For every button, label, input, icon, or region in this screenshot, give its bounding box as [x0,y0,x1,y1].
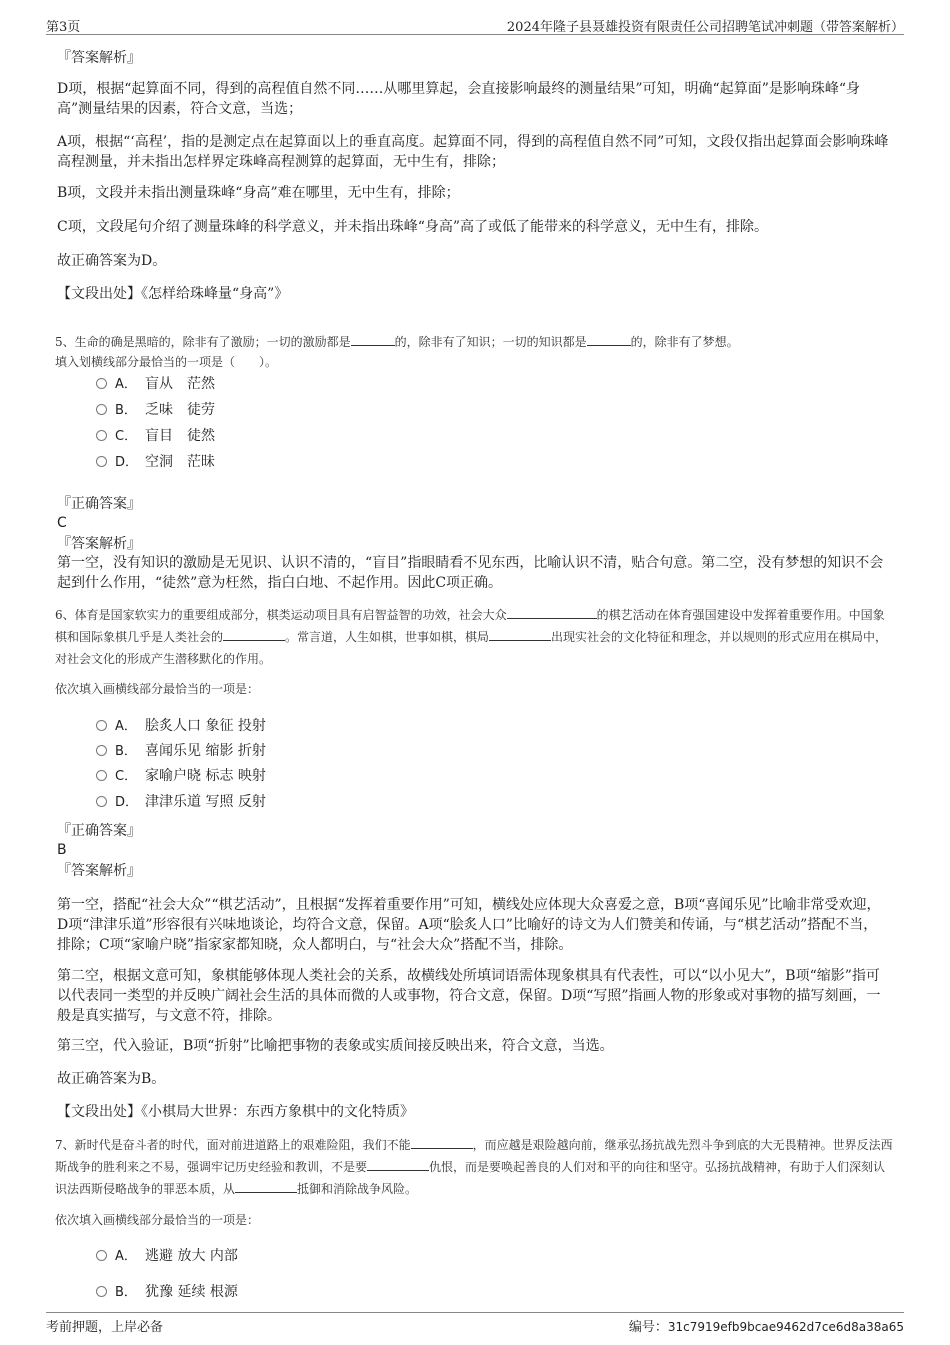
q5-answer: C [57,515,67,531]
q6-analysis-3: 第三空，代入验证，B项“折射”比喻把事物的表象或实质间接反映出来，符合文意，当选。 [57,1038,614,1054]
q7-option-a[interactable]: A． 逃避 放大 内部 [96,1246,238,1266]
radio-icon[interactable] [96,378,107,389]
q7-blank-2 [367,1158,429,1171]
q6-answer: B [57,842,67,858]
radio-icon[interactable] [96,720,107,731]
q6-blank-1 [507,606,597,619]
page-footer [46,1312,904,1337]
page-header [46,14,904,35]
q7-option-b[interactable]: B． 犹豫 延续 根源 [96,1282,238,1302]
q6-blank-3 [489,628,551,641]
q4-conclusion: 故正确答案为D。 [57,253,167,269]
q6-option-d[interactable]: D． 津津乐道 写照 反射 [96,792,266,812]
q6-stem: 6、体育是国家软实力的重要组成部分，棋类运动项目具有启智益智的功效，社会大众 的棋艺活动在体育强国建设中发挥着重要作用。中国象棋和国际象棋几乎是人类社会的 。常言道，人生如棋，世事如棋，棋局 出现实社会的文化特征和理念，并以规则的形式应用在棋局中，对社会文化的形成产生潜移默化的作用。 [55,608,888,666]
q6-option-b[interactable]: B． 喜闻乐见 缩影 折射 [96,741,266,761]
q6-conclusion: 故正确答案为B。 [57,1071,166,1087]
q5-prompt: 填入划横线部分最恰当的一项是（ ）。 [55,355,278,369]
radio-icon[interactable] [96,770,107,781]
q4-analysis-a: A项，根据“‘高程’，指的是测定点在起算面以上的垂直高度。起算面不同，得到的高程值自然不同”可知，文段仅指出起算面会影响珠峰高程测量，并未指出怎样界定珠峰高程测算的起算面，无中生有，排除； [57,134,889,170]
q5-option-b[interactable]: B． 乏味 徒劳 [96,400,215,420]
q6-answer-label: 『正确答案』 [57,823,141,839]
q5-analysis: 第一空，没有知识的激励是无见识、认识不清的，“盲目”指眼睛看不见东西，比喻认识不清，贴合句意。第二空，没有梦想的知识不会起到什么作用，“徒然”意为枉然，指白白地、不起作用。因此C项正确。 [57,555,884,591]
document-title: 2024年隆子县聂雄投资有限责任公司招聘笔试冲刺题（带答案解析） [506,20,904,35]
q5-option-d[interactable]: D． 空洞 茫昧 [96,452,215,472]
q6-option-a[interactable]: A． 脍炙人口 象征 投射 [96,716,266,736]
q4-analysis-b: B项，文段并未指出测量珠峰“身高”难在哪里，无中生有，排除； [57,185,460,201]
radio-icon[interactable] [96,1250,107,1261]
q5-blank-2 [587,333,631,346]
q5-blank-1 [351,333,395,346]
q4-analysis-label: 『答案解析』 [57,50,141,66]
document-code: 编号：31c7919efb9bcae9462d7ce6d8a38a65 [628,1320,904,1335]
page-number: 第3页 [46,20,81,35]
footer-slogan: 考前押题，上岸必备 [46,1320,164,1335]
q6-analysis-1: 第一空，搭配“社会大众”“棋艺活动”，且根据“发挥着重要作用”可知，横线处应体现大众喜爱之意，B项“喜闻乐见”比喻非常受欢迎，D项“津津乐道”形容很有兴味地谈论，均符合文意，保留。A项“脍炙人口”比喻好的诗文为人们赞美和传诵，与“棋艺活动”搭配不当，排除；C项“家喻户晓”指家家都知晓，众人都明白，与“社会大众”搭配不当，排除。 [57,897,881,953]
q4-source: 【文段出处】《怎样给珠峰量“身高”》 [57,286,289,302]
q6-source: 【文段出处】《小棋局大世界：东西方象棋中的文化特质》 [57,1104,414,1120]
radio-icon[interactable] [96,430,107,441]
q5-stem: 5、生命的确是黑暗的，除非有了激励；一切的激励都是 的，除非有了知识；一切的知识都是 的，除非有了梦想。 [55,335,739,349]
q4-analysis-d: D项，根据“起算面不同，得到的高程值自然不同……从哪里算起，会直接影响最终的测量结果”可知，明确“起算面”是影响珠峰“身高”测量结果的因素，符合文意，当选； [57,81,861,117]
radio-icon[interactable] [96,1286,107,1297]
q5-option-c[interactable]: C． 盲目 徒然 [96,426,215,446]
q5-analysis-label: 『答案解析』 [57,536,141,552]
q7-blank-3 [235,1180,297,1193]
radio-icon[interactable] [96,796,107,807]
radio-icon[interactable] [96,456,107,467]
q6-blank-2 [223,628,285,641]
radio-icon[interactable] [96,745,107,756]
q6-analysis-2: 第二空，根据文意可知，象棋能够体现人类社会的关系，故横线处所填词语需体现象棋具有代表性，可以“以小见大”，B项“缩影”指可以代表同一类型的并反映广阔社会生活的具体而微的人或事物，符合文意，保留。D项“写照”指画人物的形象或对事物的描写刻画，一般是真实描写，与文意不符，排除。 [57,968,881,1024]
q5-answer-label: 『正确答案』 [57,496,141,512]
q5-option-a[interactable]: A． 盲从 茫然 [96,374,215,394]
q6-analysis-label: 『答案解析』 [57,863,141,879]
q7-prompt: 依次填入画横线部分最恰当的一项是： [55,1213,260,1227]
q7-blank-1 [411,1136,473,1149]
radio-icon[interactable] [96,404,107,415]
q6-option-c[interactable]: C． 家喻户晓 标志 映射 [96,766,266,786]
q6-prompt: 依次填入画横线部分最恰当的一项是： [55,682,260,696]
q7-stem: 7、新时代是奋斗者的时代，面对前进道路上的艰难险阻，我们不能 ，而应越是艰险越向前，继承弘扬抗战先烈斗争到底的大无畏精神。世界反法西斯战争的胜利来之不易，强调牢记历史经验和教训，不是要 仇恨，而是要唤起善良的人们对和平的向往和坚守。弘扬抗战精神，有助于人们深刻认识法西斯侵略战争的罪恶本质，从 抵御和消除战争风险。 [55,1138,893,1196]
q4-analysis-c: C项，文段尾句介绍了测量珠峰的科学意义，并未指出珠峰“身高”高了或低了能带来的科学意义，无中生有，排除。 [57,219,769,235]
